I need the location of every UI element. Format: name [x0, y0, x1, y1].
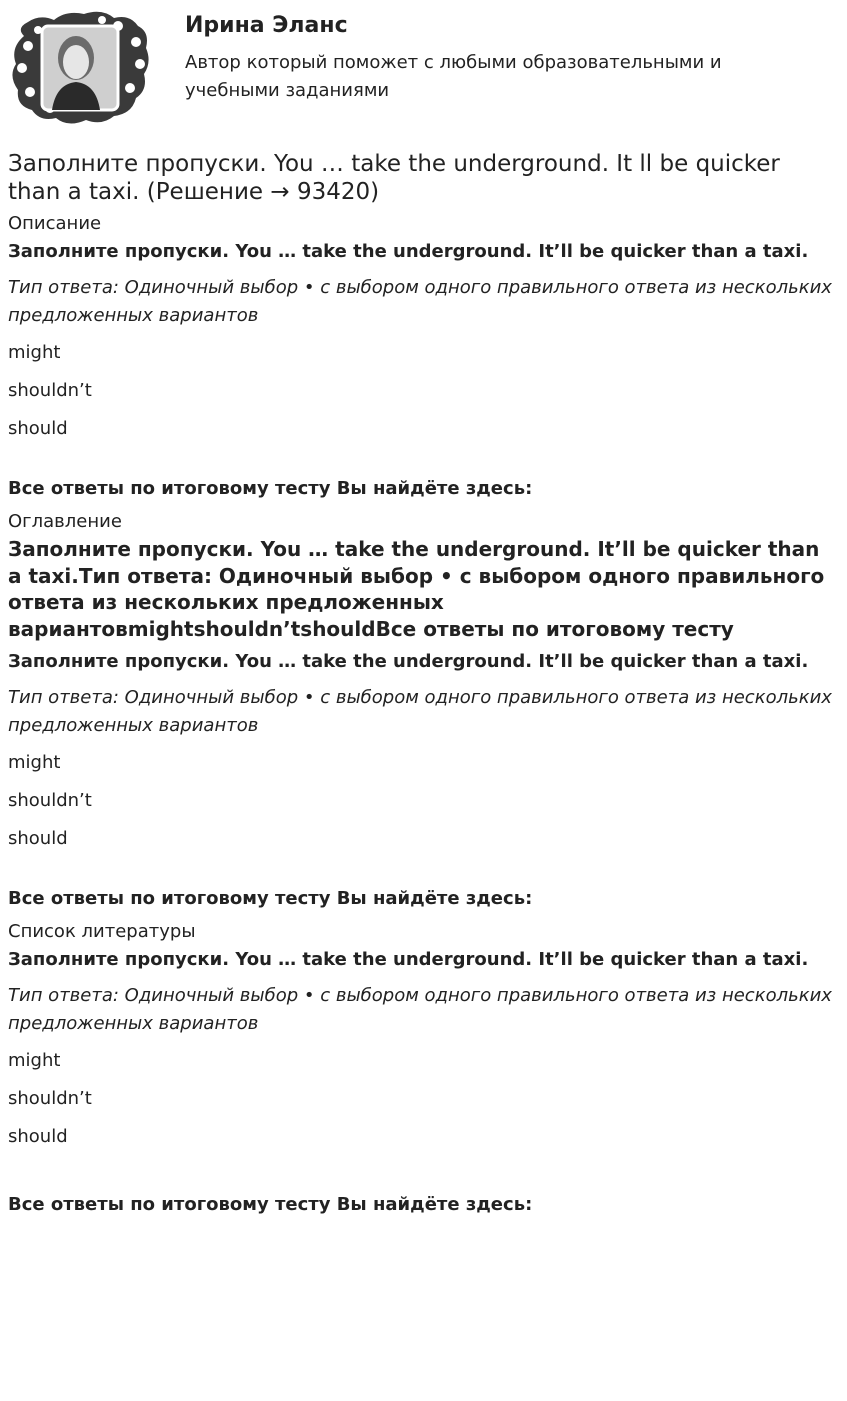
answer-type-text: Тип ответа: Одиночный выбор • с выбором одного правильного ответа из нескольких предложенных вариантов	[8, 687, 832, 736]
question-text: Заполните пропуски. You … take the underground. It’ll be quicker than a taxi.	[8, 949, 809, 970]
section-label: Описание	[8, 213, 102, 234]
author-name: Ирина Эланс	[185, 13, 348, 38]
question-text: Заполните пропуски. You … take the underground. It’ll be quicker than a taxi.	[8, 651, 809, 672]
author-avatar	[6, 6, 152, 128]
toc-text: Заполните пропуски. You … take the underground. It’ll be quicker than a taxi.Тип ответа: Одиночный выбор • с выбором одного правильного ответа из нескольких предложенных вариантовmightshouldn’tshouldВсе ответы по итоговому тесту	[8, 537, 825, 641]
all-answers-link-text: Все ответы по итоговому тесту Вы найдёте здесь:	[8, 1194, 533, 1215]
answer-option: should	[8, 828, 68, 849]
answer-type-text: Тип ответа: Одиночный выбор • с выбором одного правильного ответа из нескольких предложенных вариантов	[8, 277, 832, 326]
answer-option: shouldn’t	[8, 380, 92, 401]
answer-type-text: Тип ответа: Одиночный выбор • с выбором одного правильного ответа из нескольких предложенных вариантов	[8, 985, 832, 1034]
answer-option: should	[8, 418, 68, 439]
section-references	[8, 920, 839, 1218]
answer-option: shouldn’t	[8, 790, 92, 811]
answer-option: might	[8, 1050, 61, 1071]
answer-option: shouldn’t	[8, 1088, 92, 1109]
answer-option: might	[8, 752, 61, 773]
author-description: Автор который поможет с любыми образовательными и учебными заданиями	[185, 52, 722, 101]
answer-option: might	[8, 342, 61, 363]
section-toc	[8, 510, 839, 912]
page-title: Заполните пропуски. You … take the underground. It ll be quicker than a taxi. (Решение → 93420)	[8, 151, 780, 205]
main-content	[0, 150, 847, 1218]
section-label: Оглавление	[8, 511, 122, 532]
section-label: Список литературы	[8, 921, 196, 942]
question-text: Заполните пропуски. You … take the underground. It’ll be quicker than a taxi.	[8, 241, 809, 262]
author-header	[0, 0, 847, 130]
section-description	[8, 212, 839, 502]
all-answers-link-text: Все ответы по итоговому тесту Вы найдёте здесь:	[8, 478, 533, 499]
answer-option: should	[8, 1126, 68, 1147]
all-answers-link-text: Все ответы по итоговому тесту Вы найдёте здесь:	[8, 888, 533, 909]
